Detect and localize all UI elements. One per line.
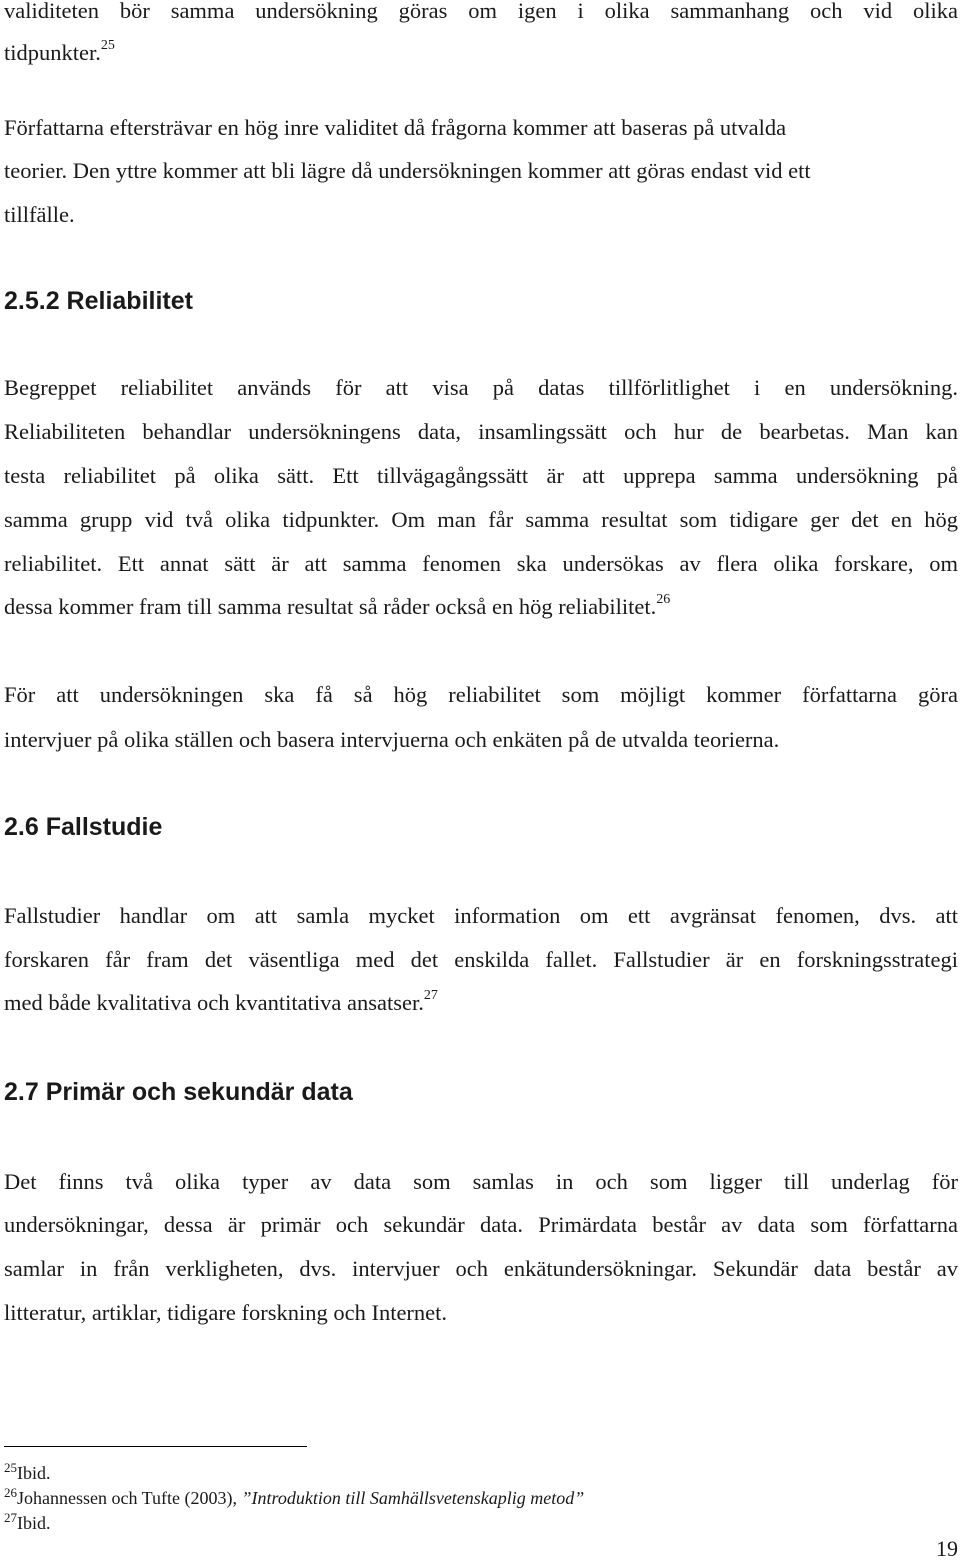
body-text-line: testa reliabilitet på olika sätt. Ett tillvägagångssätt är att upprepa samma undersökning på — [4, 463, 958, 488]
section-heading-fallstudie: 2.6 Fallstudie — [4, 813, 163, 841]
footnote-ref: 27 — [423, 988, 438, 1003]
body-text-line: forskaren får fram det väsentliga med det enskilda fallet. Fallstudier är en forskningsstrategi — [4, 947, 958, 972]
body-text-line: validiteten bör samma undersökning göras om igen i olika sammanhang och vid olika — [4, 0, 958, 23]
body-text-line: För att undersökningen ska få så hög reliabilitet som möjligt kommer författarna göra — [4, 682, 958, 707]
footnote-ref: 25 — [100, 38, 115, 53]
body-text-line: Författarna eftersträvar en hög inre validitet då frågorna kommer att baseras på utvalda — [4, 115, 787, 140]
section-heading-primar-sekundar-data: 2.7 Primär och sekundär data — [4, 1078, 353, 1106]
body-text-line: litteratur, artiklar, tidigare forskning och Internet. — [4, 1300, 448, 1325]
body-text-line: samlar in från verkligheten, dvs. intervjuer och enkätundersökningar. Sekundär data består av — [4, 1256, 958, 1281]
body-text-line: med både kvalitativa och kvantitativa ansatser.$^{27}$ — [4, 988, 438, 1015]
page-number: 19 — [936, 1536, 958, 1561]
body-text-line: Fallstudier handlar om att samla mycket information om ett avgränsat fenomen, dvs. att — [4, 903, 958, 928]
footnote: $^{26}$Johannessen och Tufte (2003), ”Introduktion till Samhällsvetenskaplig metod” — [4, 1485, 585, 1508]
body-text-line: samma grupp vid två olika tidpunkter. Om man får samma resultat som tidigare ger det en hög — [4, 507, 958, 532]
body-text-line: dessa kommer fram till samma resultat så råder också en hög reliabilitet.$^{26}$ — [4, 592, 671, 619]
footnote-ref: 26 — [656, 592, 671, 607]
body-text-line: teorier. Den yttre kommer att bli lägre då undersökningen kommer att göras endast vid ett — [4, 158, 811, 183]
body-text-line: tidpunkter.$^{25}$ — [4, 38, 115, 65]
body-text-line: tillfälle. — [4, 202, 75, 227]
body-text-line: reliabilitet. Ett annat sätt är att samma fenomen ska undersökas av flera olika forskare, om — [4, 551, 958, 576]
section-heading-reliabilitet: 2.5.2 Reliabilitet — [4, 287, 193, 315]
footnote: $^{25}$Ibid. — [4, 1460, 51, 1483]
body-text-line: Begreppet reliabilitet används för att visa på datas tillförlitlighet i en undersökning. — [4, 375, 958, 400]
footnote: $^{27}$Ibid. — [4, 1510, 51, 1533]
body-text-line: Reliabiliteten behandlar undersökningens data, insamlingssätt och hur de bearbetas. Man kan — [4, 419, 958, 444]
body-text-line: Det finns två olika typer av data som samlas in och som ligger till underlag för — [4, 1169, 958, 1194]
body-text-line: undersökningar, dessa är primär och sekundär data. Primärdata består av data som författarna — [4, 1212, 958, 1237]
body-text-line: intervjuer på olika ställen och basera intervjuerna och enkäten på de utvalda teorierna. — [4, 727, 780, 752]
footnote-separator — [4, 1446, 307, 1447]
